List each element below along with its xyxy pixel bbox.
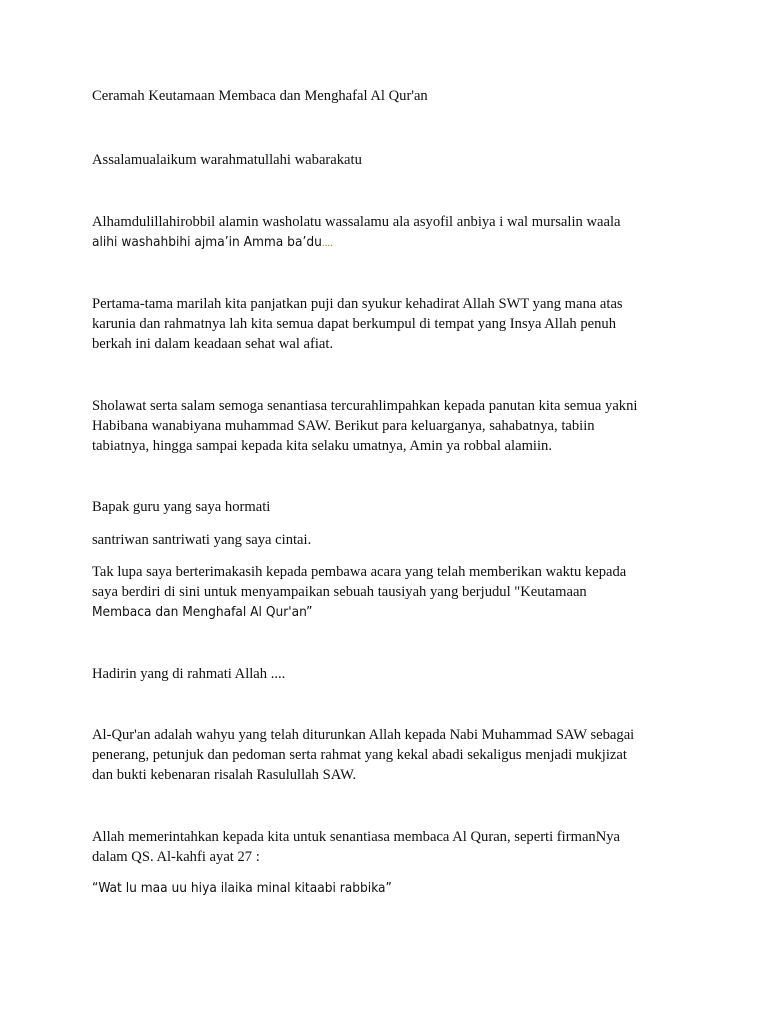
santriwan-line: santriwan santriwati yang saya cintai. [92,532,312,548]
tak-lupa-paragraph: Tak lupa saya berterimakasih kepada pembawa acara yang telah memberikan waktu kepada saya berdiri di sini untuk menyampaikan sebuah tausiyah yang berjudul "Keutamaan Membaca dan Menghafal Al Qur'an” [92,564,627,620]
opening-line-2: alihi washahbihi ajma’in Amma ba’du.... [92,234,333,250]
pertama-paragraph: Pertama-tama marilah kita panjatkan puji dan syukur kehadirat Allah SWT yang mana atas karunia dan rahmatnya lah kita semua dapat berkumpul di tempat yang Insya Allah penuh berkah ini dalam keadaan sehat wal afiat. [92,296,623,352]
allah-paragraph: Allah memerintahkan kepada kita untuk senantiasa membaca Al Quran, seperti firmanNya dalam QS. Al-kahfi ayat 27 : [92,829,621,865]
hadirin-line: Hadirin yang di rahmati Allah .... [92,666,286,682]
bapak-guru-line: Bapak guru yang saya hormati [92,499,271,515]
greeting: Assalamualaikum warahmatullahi wabarakatu [92,152,362,168]
document-title: Ceramah Keutamaan Membaca dan Menghafal Al Qur'an [92,88,428,104]
alquran-paragraph: Al-Qur'an adalah wahyu yang telah diturunkan Allah kepada Nabi Muhammad SAW sebagai penerang, petunjuk dan pedoman serta rahmat yang kekal abadi sekaligus menjadi mukjizat dan bukti kebenaran risalah Rasulullah SAW. [92,727,635,783]
opening-paragraph: Alhamdulillahirobbil alamin washolatu wassalamu ala asyofil anbiya i wal mursalin waala alihi washahbihi ajma’in Amma ba’du.... [92,212,692,253]
sholawat-paragraph: Sholawat serta salam semoga senantiasa tercurahlimpahkan kepada panutan kita semua yakni Habibana wanabiyana muhammad SAW. Berikut para keluarganya, sahabatnya, tabiin tabiatnya, hingga sampai kepada kita selaku umatnya, Amin ya robbal alamiin. [92,398,638,454]
quote-line: “Wat lu maa uu hiya ilaika minal kitaabi rabbika” [92,880,392,896]
